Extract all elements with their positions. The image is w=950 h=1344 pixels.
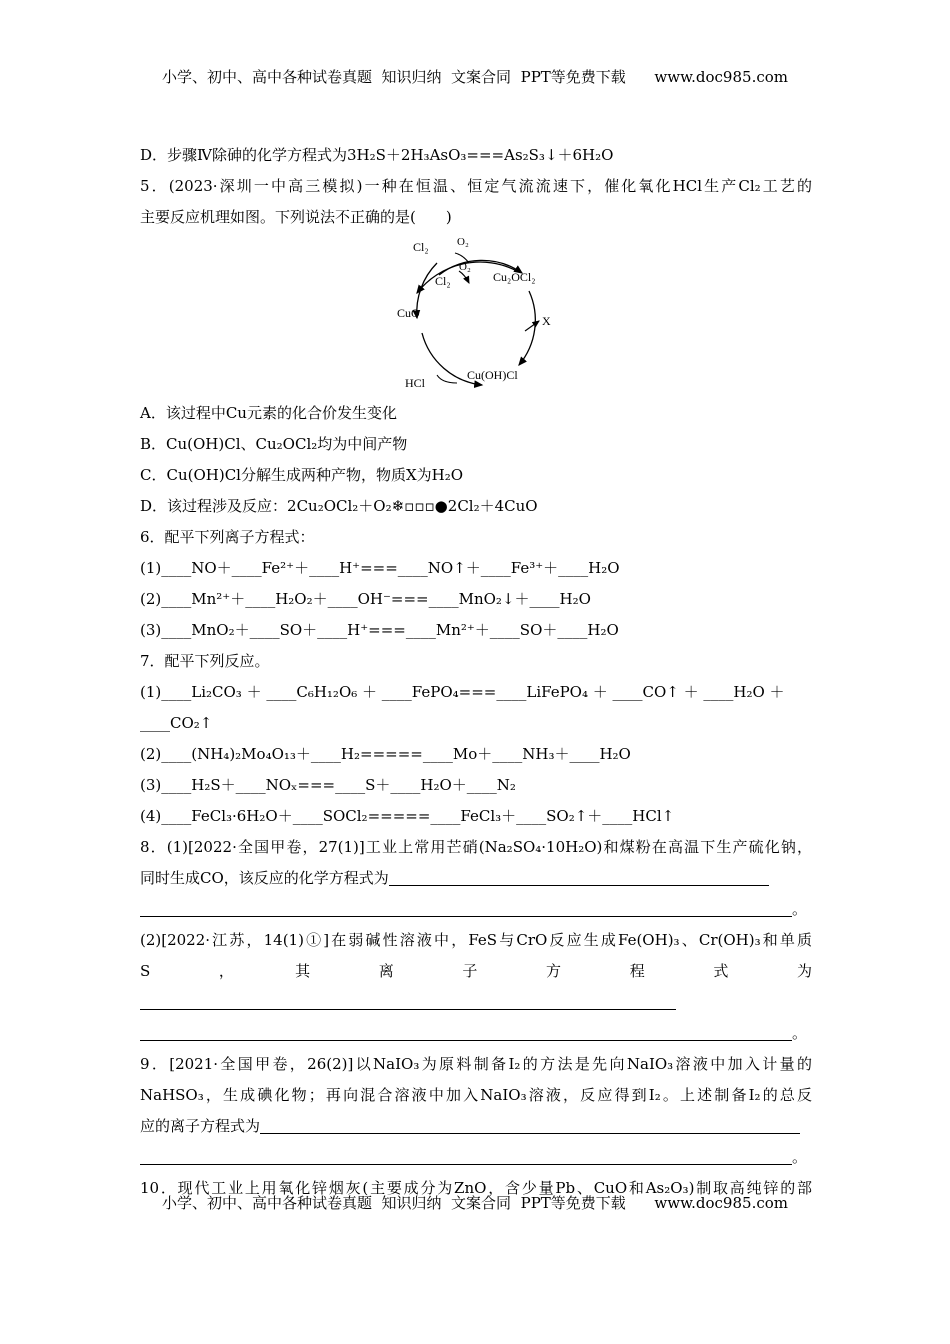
q8-2-line2: S ， 其 离 子 方 程 式 为 [140,962,812,980]
q9-line2: NaHSO₃，生成碘化物；再向混合溶液中加入NaIO₃溶液，反应得到I₂。上述制备I₂的总反 [140,1086,812,1104]
q7-item-1-line1: (1)____Li₂CO₃ ＋ ____C₆H₁₂O₆ ＋ ____FePO₄===____LiFePO₄ ＋ ____CO↑ ＋ ____H₂O ＋ [140,683,785,701]
q5-stem-line1: 5．(2023·深圳一中高三模拟)一种在恒温、恒定气流流速下，催化氧化HCl生产Cl₂工艺的 [140,177,812,195]
q5-option-c: C．Cu(OH)Cl分解生成两种产物，物质X为H₂O [140,466,464,484]
reaction-mechanism-diagram [140,233,812,398]
answer-blank[interactable] [140,1148,792,1165]
q6-item-3: (3)____MnO₂＋____SO＋____H⁺===____Mn²⁺＋____SO＋____H₂O [140,621,619,639]
answer-blank[interactable] [260,1117,800,1134]
q8-2-line1: (2)[2022·江苏，14(1)①]在弱碱性溶液中，FeS与CrO反应生成Fe(OH)₃、Cr(OH)₃和单质 [140,931,812,949]
label-o2-top: O₂ [457,236,469,248]
label-hcl: HCl [405,376,426,390]
label-x: X [542,314,551,328]
q6-stem: 6．配平下列离子方程式： [140,528,315,546]
page-footer: 小学、初中、高中各种试卷真题 知识归纳 文案合同 PPT等免费下载 www.doc985.com [161,1194,788,1212]
q5-option-b: B．Cu(OH)Cl、Cu₂OCl₂均为中间产物 [140,435,408,453]
page-header: 小学、初中、高中各种试卷真题 知识归纳 文案合同 PPT等免费下载 www.doc985.com [161,68,788,86]
q10-line1: 10．现代工业上用氧化锌烟灰(主要成分为ZnO，含少量Pb、CuO和As₂O₃)制取高纯锌的部 [140,1179,812,1197]
q5-option-a: A．该过程中Cu元素的化合价发生变化 [140,404,397,422]
period: 。 [792,1024,808,1042]
label-cl2-inner: Cl₂ [435,274,451,288]
q8-1-prompt: 同时生成CO，该反应的化学方程式为 [140,869,389,887]
q5-option-d: D．该过程涉及反应：2Cu₂OCl₂＋O₂❄▫▫▫●2Cl₂＋4CuO [140,497,538,515]
q8-2-line3 [140,987,812,1018]
period: 。 [792,1148,808,1166]
document-body [140,140,812,1204]
label-cu2ocl2: Cu₂OCl₂ [493,270,536,284]
q4-option-d: D．步骤Ⅳ除砷的化学方程式为3H₂S＋2H₃AsO₃===As₂S₃↓＋6H₂O [140,146,614,164]
q7-item-1-line2: ____CO₂↑ [140,714,213,732]
arc-right [519,291,535,365]
label-cl2-top: Cl₂ [413,240,429,254]
q9-line1: 9．[2021·全国甲卷，26(2)]以NaIO₃为原料制备I₂的方法是先向NaIO₃溶液中加入计量的 [140,1055,812,1073]
q9-line4 [140,1142,812,1173]
label-o2-inner: O₂ [459,261,471,273]
q9-prompt: 应的离子方程式为 [140,1117,261,1135]
q9-line3 [140,1111,812,1142]
q8-2-line4 [140,1018,812,1049]
q7-item-4: (4)____FeCl₃·6H₂O＋____SOCl₂=====____FeCl₃＋____SO₂↑＋____HCl↑ [140,807,675,825]
q6-item-1: (1)____NO＋____Fe²⁺＋____H⁺===____NO↑＋____Fe³⁺＋____H₂O [140,559,620,577]
period: 。 [792,900,808,918]
answer-blank[interactable] [140,993,676,1010]
q8-1-line3 [140,894,812,925]
q8-1-line2 [140,863,812,894]
answer-blank[interactable] [140,1024,792,1041]
q7-item-3: (3)____H₂S＋____NOₓ===____S＋____H₂O＋____N₂ [140,776,516,794]
q7-stem: 7．配平下列反应。 [140,652,270,670]
q8-1-line1: 8．(1)[2022·全国甲卷，27(1)]工业上常用芒硝(Na₂SO₄·10H₂O)和煤粉在高温下生产硫化钠， [140,838,812,856]
mechanism-svg [397,233,557,393]
q7-item-2: (2)____(NH₄)₂Mo₄O₁₃＋____H₂=====____Mo＋____NH₃＋____H₂O [140,745,631,763]
q5-stem-line2: 主要反应机理如图。下列说法不正确的是( ) [140,208,452,226]
answer-blank[interactable] [140,900,792,917]
label-cuohcl: Cu(OH)Cl [467,368,518,382]
x-out-arrow [525,321,539,331]
answer-blank[interactable] [389,869,769,886]
label-cuo: CuO [397,306,420,320]
q6-item-2: (2)____Mn²⁺＋____H₂O₂＋____OH⁻===____MnO₂↓＋____H₂O [140,590,591,608]
